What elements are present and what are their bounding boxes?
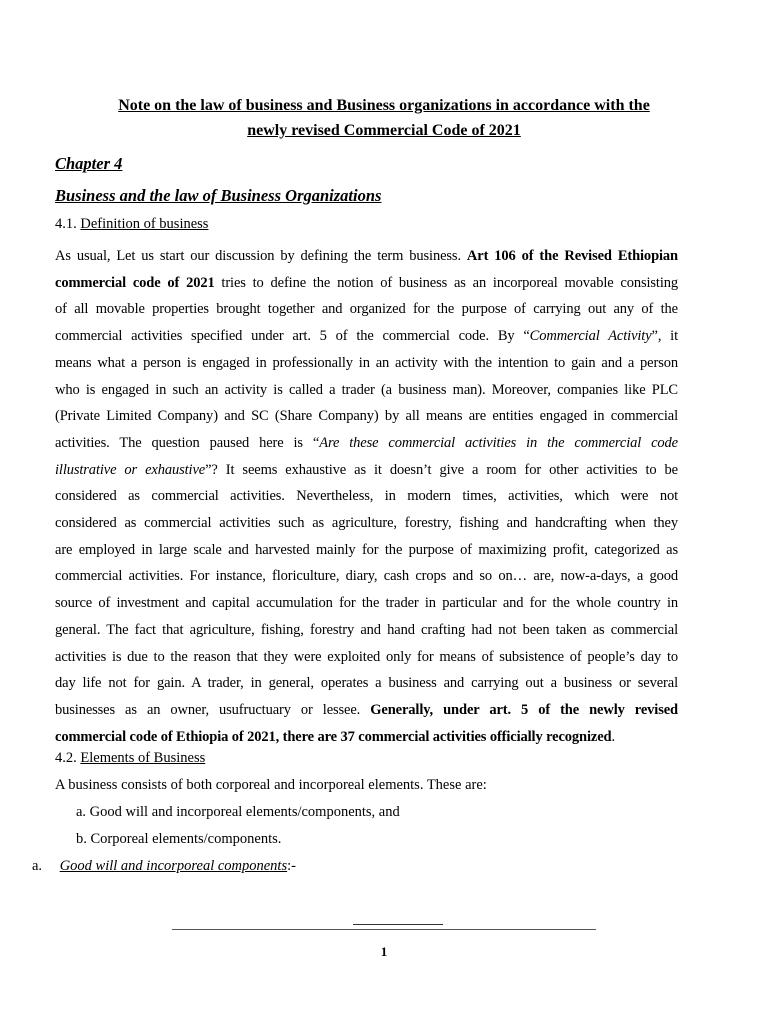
- title-line-2: newly revised Commercial Code of 2021: [247, 122, 521, 139]
- footer-divider-short: [353, 924, 443, 925]
- text-line: commercial activities. For instance, floriculture, diary, cash crops and so on… are, now-a-days, a good: [55, 568, 678, 585]
- text-line: means what a person is engaged in professionally in an activity with the intention to gain and a person: [55, 354, 678, 371]
- text-line: illustrative or exhaustive”? It seems exhaustive as it doesn’t give a room for other activities to be: [55, 461, 679, 478]
- text-line: general. The fact that agriculture, fishing, forestry and hand crafting had not been taken as commercial: [55, 621, 678, 638]
- text-line: (Private Limited Company) and SC (Share Company) by all means are entities engaged in commercial: [55, 408, 678, 425]
- chapter-subtitle: Business and the law of Business Organizations: [55, 186, 382, 205]
- footer-divider: [172, 929, 596, 930]
- text-line: activities. The question paused here is “Are these commercial activities in the commercial code: [55, 434, 678, 451]
- text-line: day life not for gain. A trader, in general, operates a business and carrying out a business or several: [55, 675, 678, 692]
- text-line: activities is due to the reason that they were exploited only for means of subsistence of people’s day to: [55, 648, 678, 665]
- section-4-1-heading: [55, 216, 208, 233]
- page-number: 1: [380, 944, 388, 959]
- chapter-heading: Chapter 4: [55, 154, 123, 173]
- list-item: b. Corporeal elements/components.: [76, 831, 282, 847]
- text-line: As usual, Let us start our discussion by defining the term business. Art 106 of the Revised Ethiopian: [55, 248, 678, 264]
- text-line: commercial code of Ethiopia of 2021, there are 37 commercial activities officially recognized.: [55, 728, 615, 745]
- subheading-goodwill: [32, 858, 296, 875]
- document-title: [60, 93, 708, 143]
- subheading-text: Good will and incorporeal components: [59, 858, 288, 874]
- text-line: source of investment and capital accumulation for the trader in particular and for the whole country in: [55, 595, 678, 612]
- list-marker: a.: [32, 858, 43, 874]
- list-item: a. Good will and incorporeal elements/components, and: [76, 804, 400, 820]
- paragraph-elements-intro: A business consists of both corporeal and incorporeal elements. These are:: [55, 777, 487, 793]
- text-line: considered as commercial activities. Nevertheless, in modern times, activities, which were not: [55, 488, 678, 505]
- section-number: 4.2.: [55, 750, 81, 766]
- text-line: considered as commercial activities such as agriculture, forestry, fishing and handcrafting when they: [55, 515, 678, 532]
- text-line: businesses as an owner, usufructuary or lessee. Generally, under art. 5 of the newly revised: [55, 701, 678, 718]
- paragraph-definition: [55, 243, 678, 750]
- subheading-suffix: :-: [287, 858, 296, 874]
- section-number: 4.1.: [55, 216, 81, 232]
- text-line: commercial code of 2021 tries to define the notion of business as an incorporeal movable consisting: [55, 274, 678, 291]
- title-line-1: Note on the law of business and Business organizations in accordance with the: [118, 97, 650, 114]
- section-title: Definition of business: [80, 216, 209, 232]
- text-line: commercial activities specified under art. 5 of the commercial code. By “Commercial Activity”, it: [55, 328, 678, 345]
- text-line: are employed in large scale and harvested mainly for the purpose of maximizing profit, categorized as: [55, 541, 678, 558]
- section-title: Elements of Business: [80, 750, 206, 766]
- text-line: of all movable properties brought together and organized for the purpose of carrying out any of the: [55, 301, 678, 318]
- text-line: who is engaged in such an activity is called a trader (a business man). Moreover, companies like PLC: [55, 381, 678, 398]
- section-4-2-heading: [55, 750, 205, 767]
